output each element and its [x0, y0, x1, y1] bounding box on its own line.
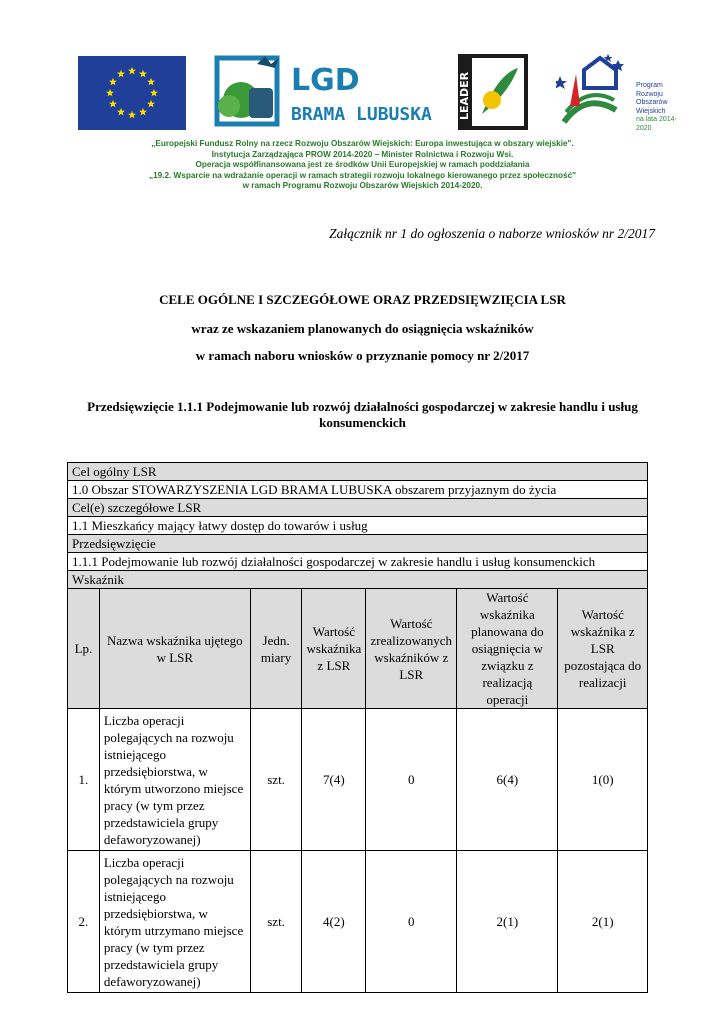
table-row — [68, 851, 648, 993]
eu-star-icon — [117, 108, 125, 116]
row-remaining: 2(1) — [558, 851, 648, 993]
indicator-label: Wskaźnik — [68, 571, 648, 589]
leader-logo — [458, 54, 528, 130]
column-header: Lp. — [68, 589, 100, 709]
row-realized: 0 — [366, 709, 457, 851]
eu-star-icon — [139, 70, 147, 78]
row-realized: 0 — [366, 851, 457, 993]
sub-heading-2: w ramach naboru wniosków o przyznanie pomocy nr 2/2017 — [195, 348, 530, 363]
prow-text-line: Wiejskich — [636, 107, 666, 115]
prow-text-line: Program — [636, 82, 663, 89]
eu-flag-logo — [78, 56, 186, 130]
row-unit: szt. — [250, 851, 302, 993]
eu-star-icon — [128, 67, 136, 75]
annex-label: Załącznik nr 1 do ogłoszenia o naborze wniosków nr 2/2017 — [329, 226, 655, 241]
specific-goal-label: Cel(e) szczegółowe LSR — [68, 499, 648, 517]
general-goal-label: Cel ogólny LSR — [68, 463, 648, 481]
project-label: Przedsięwzięcie — [68, 535, 648, 553]
column-header: Wartość wskaźnika planowana do osiągnięcia w związku z realizacją operacji — [457, 589, 558, 709]
eu-star-icon — [117, 70, 125, 78]
svg-text:BRAMA LUBUSKA: BRAMA LUBUSKA — [291, 104, 432, 125]
funding-line: w ramach Programu Rozwoju Obszarów Wiejskich 2014-2020. — [242, 181, 483, 190]
row-remaining: 1(0) — [558, 709, 648, 851]
row-indicator-name: Liczba operacji polegających na rozwoju istniejącego przedsiębiorstwa, w którym utrzymano miejsce pracy (w tym przez przedstawiciela grupy defaworyzowanej) — [99, 851, 250, 993]
prow-logo — [556, 52, 691, 130]
sub-heading-1: wraz ze wskazaniem planowanych do osiągnięcia wskaźników — [191, 321, 534, 336]
funding-line: „Europejski Fundusz Rolny na rzecz Rozwoju Obszarów Wiejskich: Europa inwestująca w obszary wiejskie". — [151, 139, 574, 148]
row-lp: 1. — [68, 709, 100, 851]
eu-star-icon — [150, 89, 158, 97]
project-heading: Przedsięwzięcie 1.1.1 Podejmowanie lub rozwój działalności gospodarczej w zakresie handlu i usług konsumenckich — [87, 399, 638, 430]
funding-notice — [60, 139, 665, 192]
lgd-emblem-icon — [213, 50, 433, 132]
project-value: 1.1.1 Podejmowanie lub rozwój działalności gospodarczej w zakresie handlu i usług konsumenckich — [68, 553, 648, 571]
general-goal-value: 1.0 Obszar STOWARZYSZENIA LGD BRAMA LUBUSKA obszarem przyjaznym do życia — [68, 481, 648, 499]
logo-bar — [78, 50, 678, 132]
eu-star-icon — [109, 100, 117, 108]
row-lp: 2. — [68, 851, 100, 993]
svg-text:LGD: LGD — [291, 63, 360, 98]
row-unit: szt. — [250, 709, 302, 851]
eu-stars-icon — [78, 56, 186, 130]
leader-emblem-icon — [458, 54, 528, 130]
svg-text:LEADER: LEADER — [458, 71, 471, 120]
column-header: Jedn. miary — [250, 589, 302, 709]
row-indicator-name: Liczba operacji polegających na rozwoju istniejącego przedsiębiorstwa, w którym utworzono miejsce pracy (w tym przez przedstawiciela grupy defaworyzowanej) — [99, 709, 250, 851]
funding-line: Instytucja Zarządzająca PROW 2014-2020 – Minister Rolnictwa i Rozwoju Wsi. — [211, 149, 514, 159]
column-header: Nazwa wskaźnika ujętego w LSR — [99, 589, 250, 709]
prow-text-line: Obszarów — [636, 99, 668, 106]
eu-star-icon — [109, 78, 117, 86]
specific-goal-value: 1.1 Mieszkańcy mający łatwy dostęp do towarów i usług — [68, 517, 648, 535]
eu-star-icon — [106, 89, 114, 97]
row-lsr-value: 4(2) — [302, 851, 366, 993]
column-header: Wartość zrealizowanych wskaźników z LSR — [366, 589, 457, 709]
row-planned: 6(4) — [457, 709, 558, 851]
lsr-indicator-table — [67, 462, 648, 993]
row-lsr-value: 7(4) — [302, 709, 366, 851]
prow-text-line: na lata 2014-2020 — [636, 116, 677, 132]
eu-star-icon — [128, 111, 136, 119]
lgd-brama-lubuska-logo — [213, 50, 433, 132]
eu-star-icon — [139, 108, 147, 116]
prow-text-line: Rozwoju — [636, 90, 663, 98]
funding-line: Operacja współfinansowana jest ze środków Unii Europejskiej w ramach poddziałania — [195, 160, 530, 169]
column-header: Wartość wskaźnika z LSR — [302, 589, 366, 709]
column-header: Wartość wskaźnika z LSR pozostająca do realizacji — [558, 589, 648, 709]
table-row — [68, 709, 648, 851]
eu-star-icon — [147, 78, 155, 86]
funding-line: „19.2. Wsparcie na wdrażanie operacji w ramach strategii rozwoju lokalnego kierowanego przez społeczność" — [148, 170, 577, 180]
main-heading: CELE OGÓLNE I SZCZEGÓŁOWE ORAZ PRZEDSIĘWZIĘCIA LSR — [159, 292, 566, 307]
row-planned: 2(1) — [457, 851, 558, 993]
eu-star-icon — [147, 100, 155, 108]
